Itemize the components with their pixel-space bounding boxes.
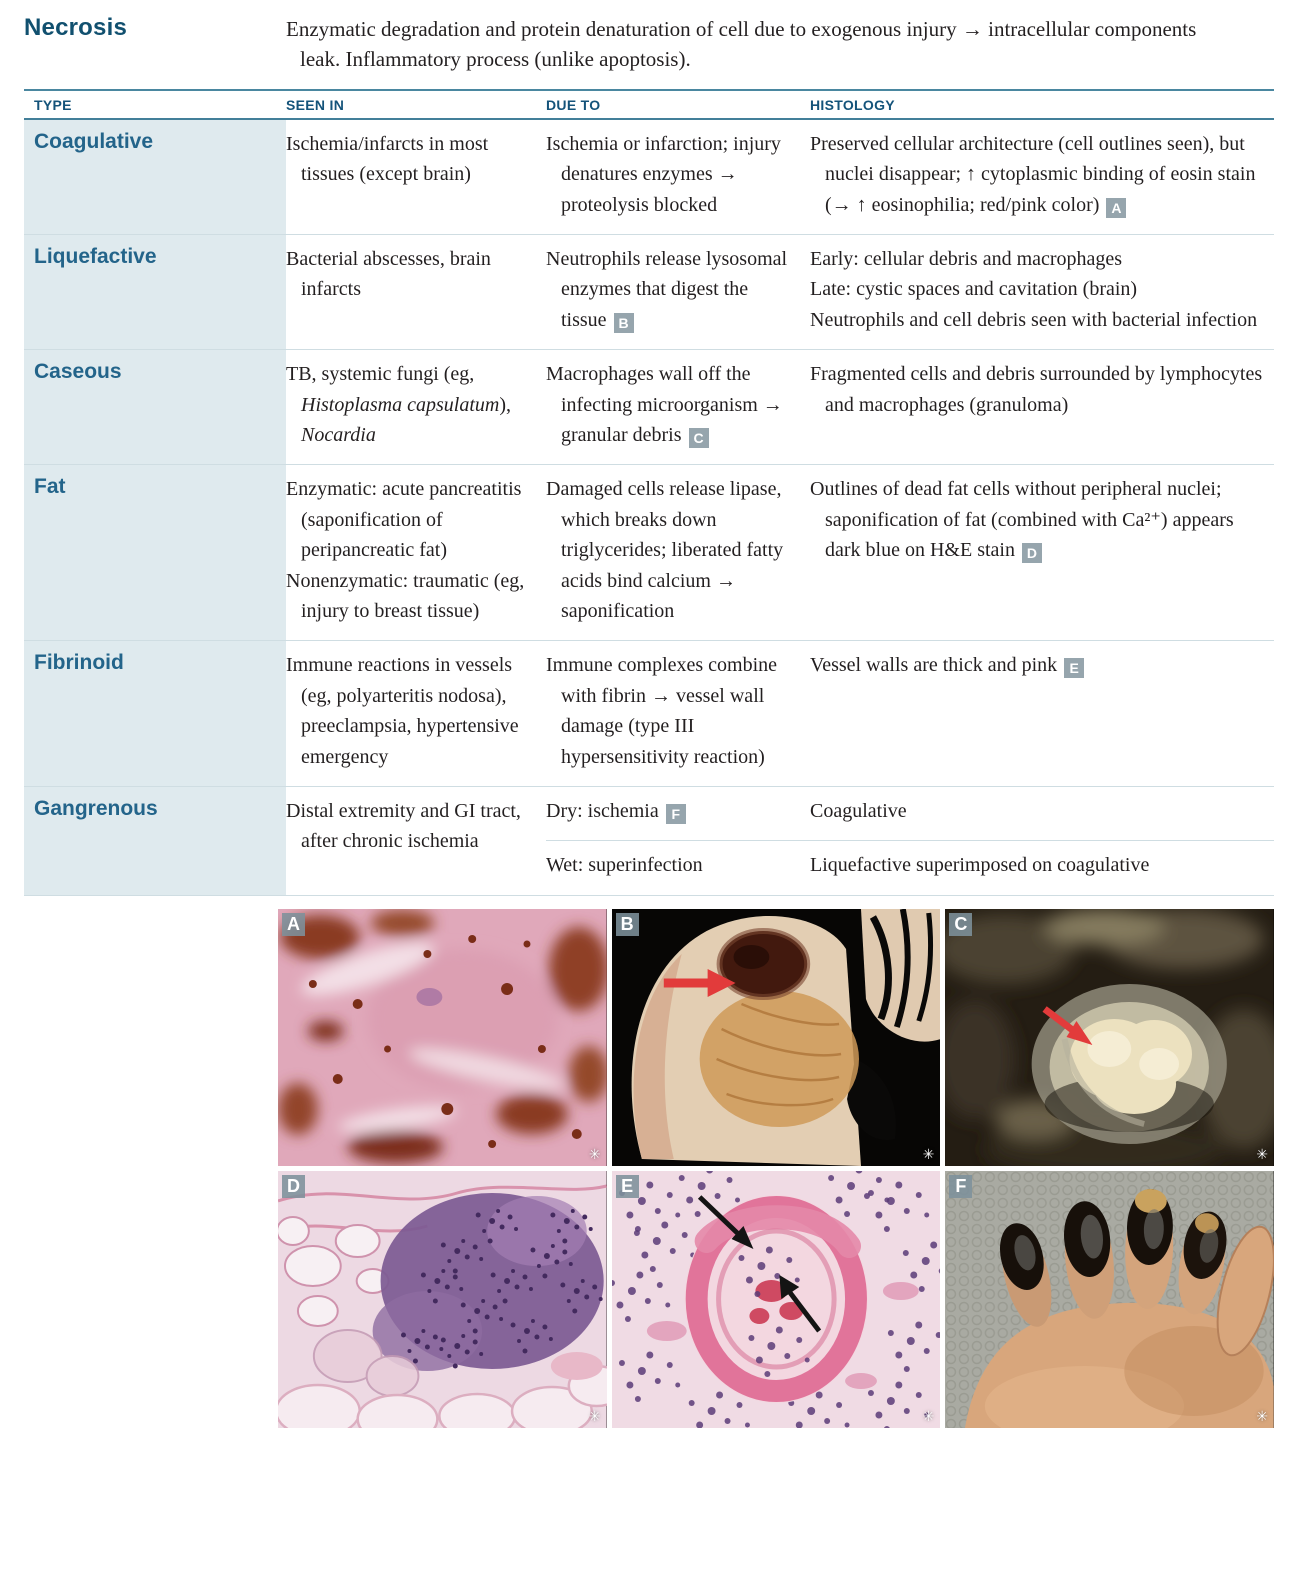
cell-text: Immune complexes combine with fibrin → vessel wall damage (type III hypersensitivity reaction)	[546, 654, 778, 768]
figure-label-e: E	[616, 1175, 639, 1198]
cell-text: Neutrophils and cell debris seen with bacterial infection	[810, 308, 1258, 331]
figure-label-b: B	[616, 913, 639, 936]
histology-cell	[810, 120, 1274, 234]
histology-cell	[810, 641, 1274, 786]
due-to-cell	[546, 641, 810, 786]
histology-cell	[810, 350, 1274, 464]
histology-cell	[810, 841, 1274, 894]
figure-panel-b	[612, 909, 941, 1166]
figure-ref-badge-b: B	[614, 313, 634, 333]
section-intro	[24, 14, 1274, 75]
column-header-due-to: DUE TO	[546, 96, 601, 113]
figure-ref-badge-f: F	[666, 804, 686, 824]
histology-cell	[810, 235, 1274, 349]
seen-in-cell	[286, 120, 546, 234]
table-header-row	[24, 89, 1274, 120]
type-label: Coagulative	[24, 120, 286, 234]
due-to-cell	[546, 235, 810, 349]
coagulative-necrosis-image	[278, 909, 607, 1166]
type-label: Fibrinoid	[24, 641, 286, 786]
cell-text: Outlines of dead fat cells without peripheral nuclei; saponification of fat (combined with Ca²⁺) appears dark blue on H&E stain D	[810, 478, 1234, 562]
seen-in-cell	[286, 787, 546, 895]
dry-gangrene-image	[945, 1171, 1274, 1428]
gangrenous-subrows	[546, 787, 1274, 895]
due-to-cell	[546, 841, 810, 894]
table-row-caseous	[24, 350, 1274, 465]
type-label: Liquefactive	[24, 235, 286, 349]
figure-panel-f	[945, 1171, 1274, 1428]
table-row-fat	[24, 465, 1274, 641]
histology-cell	[810, 787, 1274, 840]
histology-cell	[810, 465, 1274, 640]
cell-text: Dry: ischemia F	[546, 796, 790, 826]
table-row-coagulative	[24, 120, 1274, 235]
cell-text: Vessel walls are thick and pink E	[810, 650, 1266, 680]
fibrinoid-necrosis-image	[612, 1171, 941, 1428]
sub-row	[546, 841, 1274, 894]
cell-text: Ischemia or infarction; injury denatures enzymes → proteolysis blocked	[546, 132, 781, 216]
asterisk-marker: ✳	[1256, 1146, 1268, 1163]
cell-text: Macrophages wall off the infecting microorganism → granular debris C	[546, 363, 783, 446]
asterisk-marker: ✳	[1256, 1408, 1268, 1425]
table-row-liquefactive	[24, 235, 1274, 350]
asterisk-marker: ✳	[922, 1408, 935, 1425]
figure-panel-c	[945, 909, 1274, 1166]
asterisk-marker: ✳	[922, 1146, 935, 1163]
due-to-cell	[546, 465, 810, 640]
due-to-cell	[546, 120, 810, 234]
column-header-seen-in: SEEN IN	[286, 96, 345, 113]
cell-text: Bacterial abscesses, brain infarcts	[286, 248, 491, 301]
figure-label-d: D	[282, 1175, 305, 1198]
caseous-necrosis-image	[945, 909, 1274, 1166]
cell-text: Distal extremity and GI tract, after chronic ischemia	[286, 799, 521, 853]
cell-text: Coagulative	[810, 799, 907, 822]
sub-row	[546, 787, 1274, 841]
seen-in-cell	[286, 235, 546, 349]
figure-panel-e	[612, 1171, 941, 1428]
seen-in-cell	[286, 465, 546, 640]
asterisk-marker: ✳	[588, 1146, 601, 1163]
figure-ref-badge-c: C	[689, 428, 709, 448]
type-label: Fat	[24, 465, 286, 640]
type-label: Caseous	[24, 350, 286, 464]
cell-text: Immune reactions in vessels (eg, polyarteritis nodosa), preeclampsia, hypertensive emergency	[286, 654, 519, 768]
column-header-histology: HISTOLOGY	[810, 96, 895, 113]
seen-in-cell	[286, 641, 546, 786]
cell-text: Nonenzymatic: traumatic (eg, injury to breast tissue)	[286, 569, 525, 622]
cell-text: Fragmented cells and debris surrounded by lymphocytes and macrophages (granuloma)	[810, 363, 1263, 416]
cell-text: Ischemia/infarcts in most tissues (except brain)	[286, 132, 489, 186]
figure-label-c: C	[949, 913, 972, 936]
table-row-fibrinoid	[24, 641, 1274, 787]
figure-panel-a	[278, 909, 607, 1166]
cell-text: Early: cellular debris and macrophages	[810, 248, 1123, 271]
column-header-type: TYPE	[34, 96, 72, 113]
figure-label-a: A	[282, 913, 305, 936]
brain-infarct-image	[612, 909, 941, 1166]
cell-text: Enzymatic: acute pancreatitis (saponification of peripancreatic fat)	[286, 478, 522, 562]
type-label: Gangrenous	[24, 787, 286, 895]
table-row-gangrenous	[24, 787, 1274, 895]
cell-text: Preserved cellular architecture (cell outlines seen), but nuclei disappear; ↑ cytoplasmic binding of eosin stain (→ ↑ eosinophilia; red/pink color) A	[810, 132, 1256, 216]
necrosis-table	[24, 89, 1274, 896]
figure-ref-badge-e: E	[1064, 658, 1084, 678]
asterisk-marker: ✳	[588, 1408, 601, 1425]
figure-label-f: F	[949, 1175, 972, 1198]
cell-text: Late: cystic spaces and cavitation (brain)	[810, 278, 1138, 301]
figure-grid	[278, 909, 1274, 1428]
figure-ref-badge-a: A	[1106, 198, 1126, 218]
figure-panel-d	[278, 1171, 607, 1428]
cell-text: Damaged cells release lipase, which breaks down triglycerides; liberated fatty acids bind calcium → saponification	[546, 478, 784, 622]
cell-text: Wet: superinfection	[546, 854, 703, 877]
fat-necrosis-image	[278, 1171, 607, 1428]
cell-text: Liquefactive superimposed on coagulative	[810, 854, 1150, 877]
table-body	[24, 120, 1274, 895]
cell-text: TB, systemic fungi (eg, Histoplasma capsulatum), Nocardia	[286, 363, 512, 446]
seen-in-cell	[286, 350, 546, 464]
page-title: Necrosis	[24, 14, 127, 41]
due-to-cell	[546, 350, 810, 464]
due-to-cell	[546, 787, 810, 840]
cell-text: Neutrophils release lysosomal enzymes that digest the tissue B	[546, 248, 788, 331]
section-description: Enzymatic degradation and protein denaturation of cell due to exogenous injury → intracellular components leak. Inflammatory process (unlike apoptosis).	[286, 17, 1197, 72]
figure-ref-badge-d: D	[1022, 543, 1042, 563]
